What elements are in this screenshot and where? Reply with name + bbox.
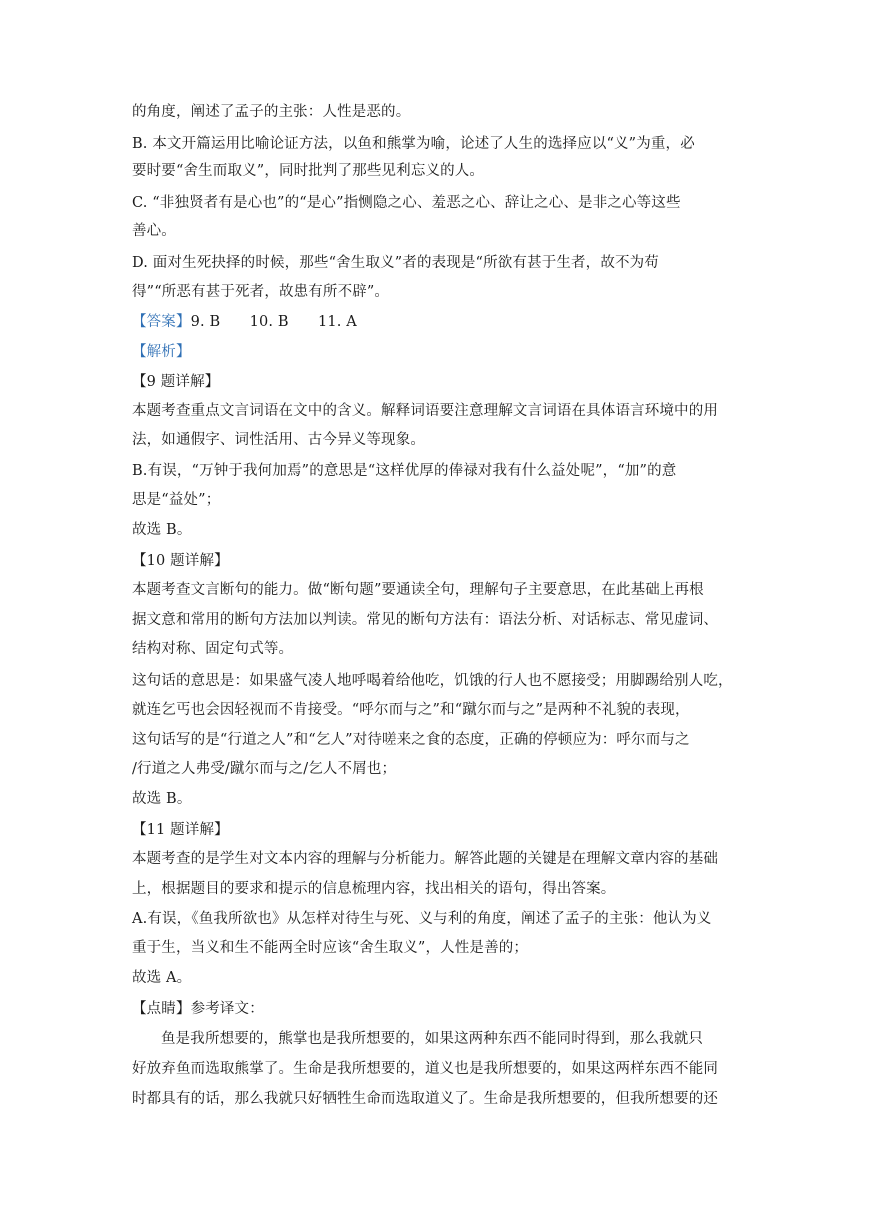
text-line: 的角度，阐述了孟子的主张：人性是恶的。 <box>132 104 411 120</box>
text-line: 故选 A。 <box>132 970 192 986</box>
text-line: 就连乞丐也会因轻视而不肯接受。“呼尔而与之”和“蹴尔而与之”是两种不礼貌的表现， <box>132 702 690 718</box>
text-line: 本题考查的是学生对文本内容的理解与分析能力。解答此题的关键是在理解文章内容的基础 <box>132 851 718 867</box>
section-heading-10: 【10 题详解】 <box>132 553 229 569</box>
commentary-label: 【点睛】 <box>132 1001 191 1017</box>
text-line: 据文意和常用的断句方法加以判读。常见的断句方法有：语法分析、对话标志、常见虚词、 <box>132 612 718 628</box>
answer-line <box>132 312 357 332</box>
answer-label: 【答案】 <box>132 314 191 330</box>
section-heading-9: 【9 题详解】 <box>132 374 220 390</box>
text-line: /行道之人弗受/蹴尔而与之/乞人不屑也； <box>132 761 397 777</box>
text-line: 本题考查文言断句的能力。做“断句题”要通读全句，理解句子主要意思，在此基础上再根 <box>132 582 704 598</box>
commentary-text: 参考译文： <box>190 1001 264 1017</box>
option-d-line: D. 面对生死抉择的时候，那些“舍生取义”者的表现是“所欲有甚于生者，故不为苟 <box>132 255 659 271</box>
text-line: 思是“益处”； <box>132 492 221 508</box>
text-line: 这句话的意思是：如果盛气凌人地呼喝着给他吃，饥饿的行人也不愿接受；用脚踢给别人吃， <box>132 673 733 689</box>
analysis-line <box>132 342 191 362</box>
text-line: 本题考查重点文言词语在文中的含义。解释词语要注意理解文言词语在具体语言环境中的用 <box>132 403 718 419</box>
text-line: A.有误，《鱼我所欲也》从怎样对待生与死、义与利的角度，阐述了孟子的主张：他认为义 <box>132 911 712 927</box>
analysis-label: 【解析】 <box>132 344 191 360</box>
text-line: 结构对称、固定句式等。 <box>132 641 294 657</box>
translation-line: 好放弃鱼而选取熊掌了。生命是我所想要的，道义也是我所想要的，如果这两样东西不能同 <box>132 1061 718 1077</box>
commentary-line <box>132 999 264 1019</box>
text-line: 重于生，当义和生不能两全时应该“舍生取义”，人性是善的； <box>132 940 529 956</box>
text-line: 得”“所恶有甚于死者，故患有所不辟”。 <box>132 284 390 300</box>
text-line: 故选 B。 <box>132 522 192 538</box>
text-line: 要时要“舍生而取义”，同时批判了那些见利忘义的人。 <box>132 163 485 179</box>
text-line: 上，根据题目的要求和提示的信息梳理内容，找出相关的语句，得出答案。 <box>132 881 616 897</box>
text-line: B.有误，“万钟于我何加焉”的意思是“这样优厚的俸禄对我有什么益处呢”，“加”的意 <box>132 463 677 479</box>
option-b-line: B. 本文开篇运用比喻论证方法，以鱼和熊掌为喻，论述了人生的选择应以“义”为重，必 <box>132 136 695 152</box>
translation-line: 鱼是我所想要的，熊掌也是我所想要的，如果这两种东西不能同时得到，那么我就只 <box>161 1031 704 1047</box>
text-line: 法，如通假字、词性活用、古今异义等现象。 <box>132 432 425 448</box>
section-heading-11: 【11 题详解】 <box>132 822 229 838</box>
option-c-line: C. “非独贤者有是心也”的“是心”指恻隐之心、羞恶之心、辞让之心、是非之心等这些 <box>132 195 681 211</box>
text-line: 善心。 <box>132 223 176 239</box>
text-line: 这句话写的是“行道之人”和“乞人”对待嗟来之食的态度，正确的停顿应为：呼尔而与之 <box>132 732 690 748</box>
text-line: 故选 B。 <box>132 791 192 807</box>
translation-line: 时都具有的话，那么我就只好牺牲生命而选取道义了。生命是我所想要的，但我所想要的还 <box>132 1091 718 1107</box>
answer-text: 9. B 10. B 11. A <box>190 314 357 330</box>
